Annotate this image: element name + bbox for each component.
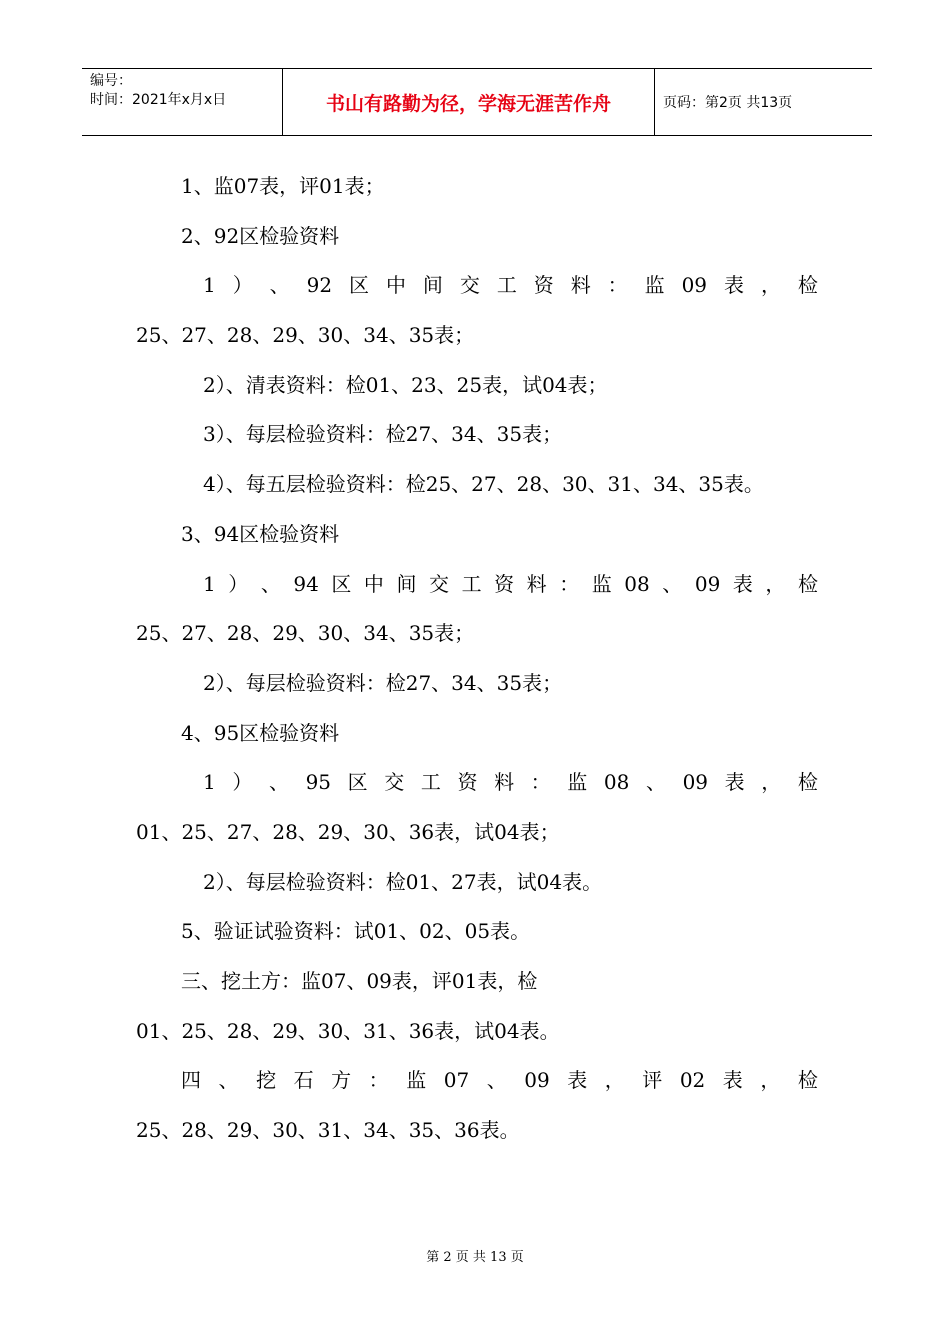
- text-token: 区: [349, 273, 369, 297]
- text-token: 工: [461, 572, 482, 596]
- text-token: 资: [533, 273, 554, 297]
- text-token: ：: [607, 273, 628, 297]
- text-token: 、: [662, 572, 683, 596]
- text-token: 1: [203, 273, 216, 297]
- text-token: 方: [331, 1068, 352, 1092]
- text-token: ，: [760, 1068, 781, 1092]
- text-token: 表: [722, 1068, 743, 1092]
- body-line: 4）、每五层检验资料：检25、27、28、30、31、34、35表。: [203, 472, 764, 496]
- text-token: 、: [218, 1068, 239, 1092]
- body-line: 25、27、28、29、30、34、35表；: [136, 323, 475, 347]
- text-token: 、: [645, 770, 666, 794]
- text-token: 工: [496, 273, 517, 297]
- page-footer: 第 2 页 共 13 页: [426, 1250, 524, 1265]
- text-token: 07: [443, 1068, 470, 1092]
- text-token: 工: [420, 770, 441, 794]
- body-line: 2）、每层检验资料：检01、27表，试04表。: [203, 870, 603, 894]
- header-info-cell: [82, 69, 283, 135]
- body-line: 3）、每层检验资料：检27、34、35表；: [203, 422, 563, 446]
- text-token: 挖: [256, 1068, 277, 1092]
- body-line: 01、25、27、28、29、30、36表，试04表；: [136, 820, 560, 844]
- text-token: 08: [624, 572, 650, 596]
- text-token: 监: [591, 572, 612, 596]
- text-token: 表: [723, 273, 744, 297]
- text-token: 资: [494, 572, 515, 596]
- text-token: 检: [797, 1068, 818, 1092]
- text-token: 95: [305, 770, 332, 794]
- header-motto: 书山有路勤为径，学海无涯苦作舟: [283, 69, 655, 135]
- text-token: 1: [203, 572, 216, 596]
- text-token: 表: [724, 770, 745, 794]
- text-token: 检: [797, 273, 818, 297]
- body-line: 01、25、28、29、30、31、36表，试04表。: [136, 1019, 560, 1043]
- body-line: 5、验证试验资料：试01、02、05表。: [181, 919, 531, 943]
- text-token: 料: [494, 770, 515, 794]
- text-token: 1: [203, 770, 216, 794]
- text-token: 监: [567, 770, 588, 794]
- text-token: ，: [765, 572, 786, 596]
- body-line: 2、92区检验资料: [181, 224, 340, 248]
- text-token: 间: [422, 273, 443, 297]
- text-token: 四: [181, 1068, 201, 1092]
- text-token: 石: [293, 1068, 314, 1092]
- text-token: 中: [385, 273, 406, 297]
- text-token: ）: [232, 273, 253, 297]
- text-token: 检: [797, 770, 818, 794]
- body-line: 三、挖土方：监07、09表，评01表，检: [181, 969, 538, 993]
- body-line: 2）、清表资料：检01、23、25表，试04表；: [203, 373, 608, 397]
- text-token: 区: [331, 572, 352, 596]
- body-line: 4、95区检验资料: [181, 721, 340, 745]
- text-token: ）: [232, 770, 253, 794]
- text-token: ：: [559, 572, 580, 596]
- justified-line: [203, 272, 818, 298]
- text-token: 、: [268, 770, 289, 794]
- text-token: 监: [644, 273, 665, 297]
- text-token: ）: [228, 572, 249, 596]
- text-token: 02: [679, 1068, 706, 1092]
- body-line: 25、28、29、30、31、34、35、36表。: [136, 1118, 520, 1142]
- text-token: ，: [761, 770, 782, 794]
- text-token: ：: [368, 1068, 389, 1092]
- text-token: 交: [384, 770, 405, 794]
- text-token: ，: [604, 1068, 625, 1092]
- text-token: 94: [293, 572, 319, 596]
- text-token: 09: [694, 572, 721, 596]
- text-token: 表: [567, 1068, 588, 1092]
- justified-line: [203, 571, 818, 597]
- text-token: 09: [682, 770, 709, 794]
- text-token: ：: [530, 770, 551, 794]
- document-number-label: 编号：: [90, 73, 132, 89]
- text-token: 、: [269, 273, 290, 297]
- text-token: ，: [760, 273, 781, 297]
- text-token: 08: [603, 770, 630, 794]
- body-line: 25、27、28、29、30、34、35表；: [136, 621, 475, 645]
- text-token: 表: [732, 572, 753, 596]
- text-token: 92: [306, 273, 333, 297]
- justified-line: [203, 769, 818, 795]
- text-token: 间: [396, 572, 417, 596]
- text-token: 、: [260, 572, 281, 596]
- text-token: 评: [642, 1068, 663, 1092]
- page-header: [82, 68, 872, 136]
- text-token: 09: [524, 1068, 550, 1092]
- text-token: 交: [429, 572, 450, 596]
- text-token: 监: [406, 1068, 427, 1092]
- text-token: 检: [797, 572, 818, 596]
- text-token: 交: [459, 273, 480, 297]
- text-token: 资: [457, 770, 478, 794]
- text-token: 区: [347, 770, 368, 794]
- text-token: 料: [526, 572, 547, 596]
- text-token: 、: [486, 1068, 507, 1092]
- text-token: 料: [570, 273, 591, 297]
- text-token: 09: [681, 273, 708, 297]
- body-line: 2）、每层检验资料：检27、34、35表；: [203, 671, 563, 695]
- body-line: 3、94区检验资料: [181, 522, 340, 546]
- body-line: 1、监07表，评01表；: [181, 174, 385, 198]
- text-token: 中: [363, 572, 384, 596]
- header-page-label: 页码：第2页 共13页: [663, 95, 793, 111]
- justified-line: [181, 1067, 818, 1093]
- document-date-label: 时间：2021年x月x日: [90, 92, 227, 108]
